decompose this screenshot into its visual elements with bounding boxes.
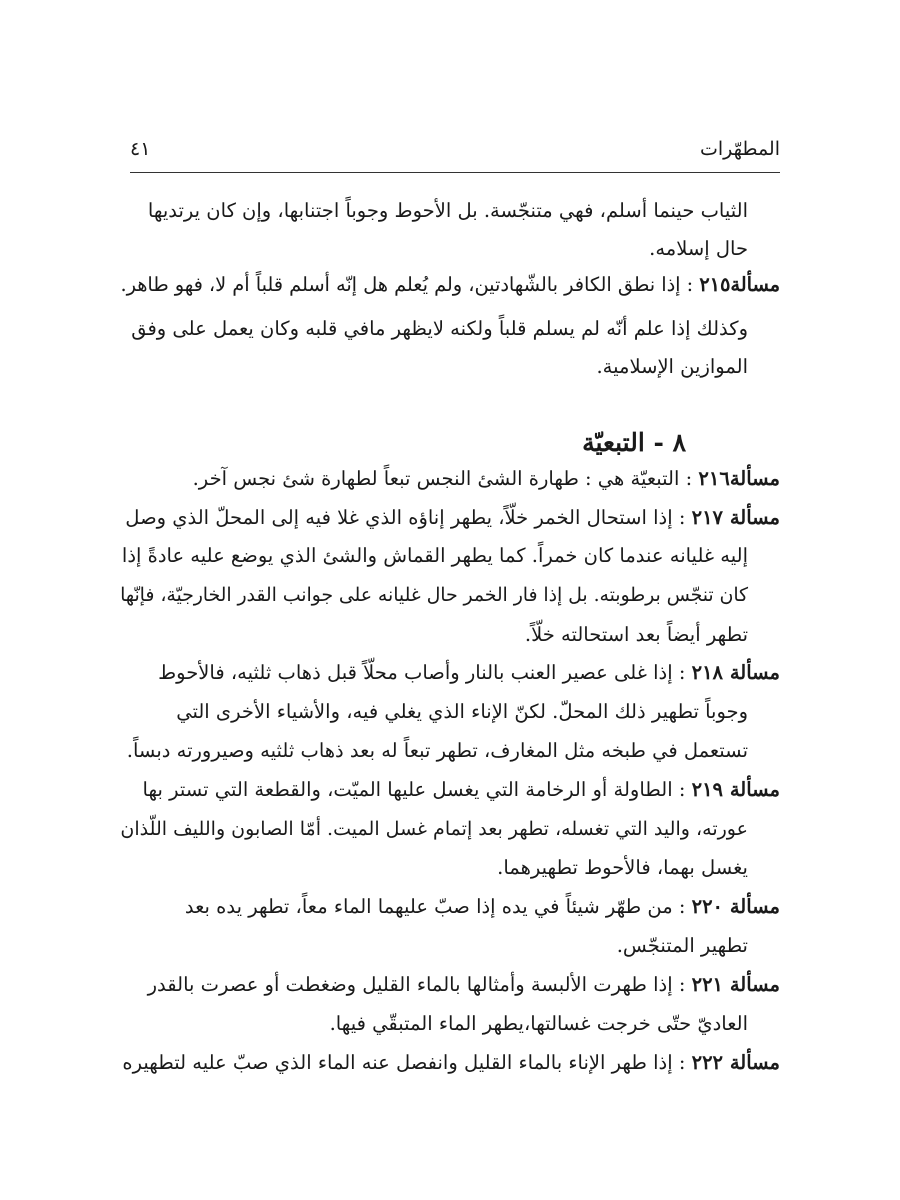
- paragraph-line: إليه غليانه عندما كان خمراً. كما يطهر القماش والشئ الذي يوضع عليه عادةً إذا: [121, 544, 748, 567]
- paragraph-line: تستعمل في طبخه مثل المغارف، تطهر تبعاً له بعد ذهاب ثلثيه وصيرورته دبساً.: [126, 739, 748, 762]
- issue-label: مسألة ٢٢١: [691, 973, 780, 996]
- paragraph-line: وكذلك إذا علم أنّه لم يسلم قلباً ولكنه لايظهر مافي قلبه وكان يعمل على وفق: [131, 317, 748, 340]
- issue-label: مسألة٢١٥: [699, 273, 780, 296]
- paragraph-line: الثياب حينما أسلم، فهي متنجّسة. بل الأحوط وجوباً اجتنابها، وإن كان يرتديها: [147, 199, 748, 222]
- issue-label: مسألة ٢١٨: [691, 661, 780, 684]
- header-title: المطهّرات: [699, 138, 780, 160]
- running-header: [130, 136, 780, 173]
- issue-220: مسألة ٢٢٠ : من طهّر شيئاً في يده إذا صبّ عليهما الماء معاً، تطهر يده بعد: [184, 895, 780, 918]
- paragraph-line: تطهير المتنجّس.: [616, 934, 748, 957]
- section-heading: ٨ - التبعيّة: [582, 428, 686, 457]
- issue-222: مسألة ٢٢٢ : إذا طهر الإناء بالماء القليل وانفصل عنه الماء الذي صبّ عليه لتطهيره: [122, 1051, 780, 1074]
- issue-label: مسألة ٢٢٢: [691, 1051, 780, 1074]
- issue-221: مسألة ٢٢١ : إذا طهرت الألبسة وأمثالها بالماء القليل وضغطت أو عصرت بالقدر: [147, 973, 780, 996]
- paragraph-line: عورته، واليد التي تغسله، تطهر بعد إتمام غسل الميت. أمّا الصابون والليف اللّذان: [120, 818, 748, 840]
- issue-label: مسألة ٢١٧: [691, 506, 780, 529]
- page-number: ٤١: [130, 138, 151, 160]
- issue-label: مسألة ٢١٩: [691, 778, 780, 801]
- paragraph-line: تطهر أيضاً بعد استحالته خلّاً.: [524, 623, 748, 646]
- issue-217: مسألة ٢١٧ : إذا استحال الخمر خلّاً، يطهر إناؤه الذي غلا فيه إلى المحلّ الذي وصل: [125, 506, 780, 529]
- paragraph-line: الموازين الإسلامية.: [596, 355, 748, 378]
- issue-label: مسألة ٢٢٠: [691, 895, 780, 918]
- issue-219: مسألة ٢١٩ : الطاولة أو الرخامة التي يغسل عليها الميّت، والقطعة التي تستر بها: [142, 778, 780, 801]
- paragraph-line: العاديّ حتّى خرجت غسالتها،يطهر الماء المتبقّي فيها.: [329, 1012, 748, 1035]
- paragraph-line: وجوباً تطهير ذلك المحلّ. لكنّ الإناء الذي يغلي فيه، والأشياء الأخرى التي: [176, 700, 748, 723]
- issue-215: مسألة٢١٥ : إذا نطق الكافر بالشّهادتين، ولم يُعلم هل إنّه أسلم قلباً أم لا، فهو طاهر.: [120, 273, 780, 296]
- paragraph-line: كان تنجّس برطوبته. بل إذا فار الخمر حال غليانه على جوانب القدر الخارجيّة، فإنّها: [120, 585, 748, 606]
- paragraph-line: حال إسلامه.: [649, 237, 748, 260]
- issue-label: مسألة٢١٦: [698, 467, 780, 490]
- issue-216: مسألة٢١٦ : التبعيّة هي : طهارة الشئ النجس تبعاً لطهارة شئ نجس آخر.: [192, 467, 780, 490]
- issue-218: مسألة ٢١٨ : إذا غلى عصير العنب بالنار وأصاب محلّاً قبل ذهاب ثلثيه، فالأحوط: [158, 661, 780, 684]
- paragraph-line: يغسل بهما، فالأحوط تطهيرهما.: [497, 856, 748, 879]
